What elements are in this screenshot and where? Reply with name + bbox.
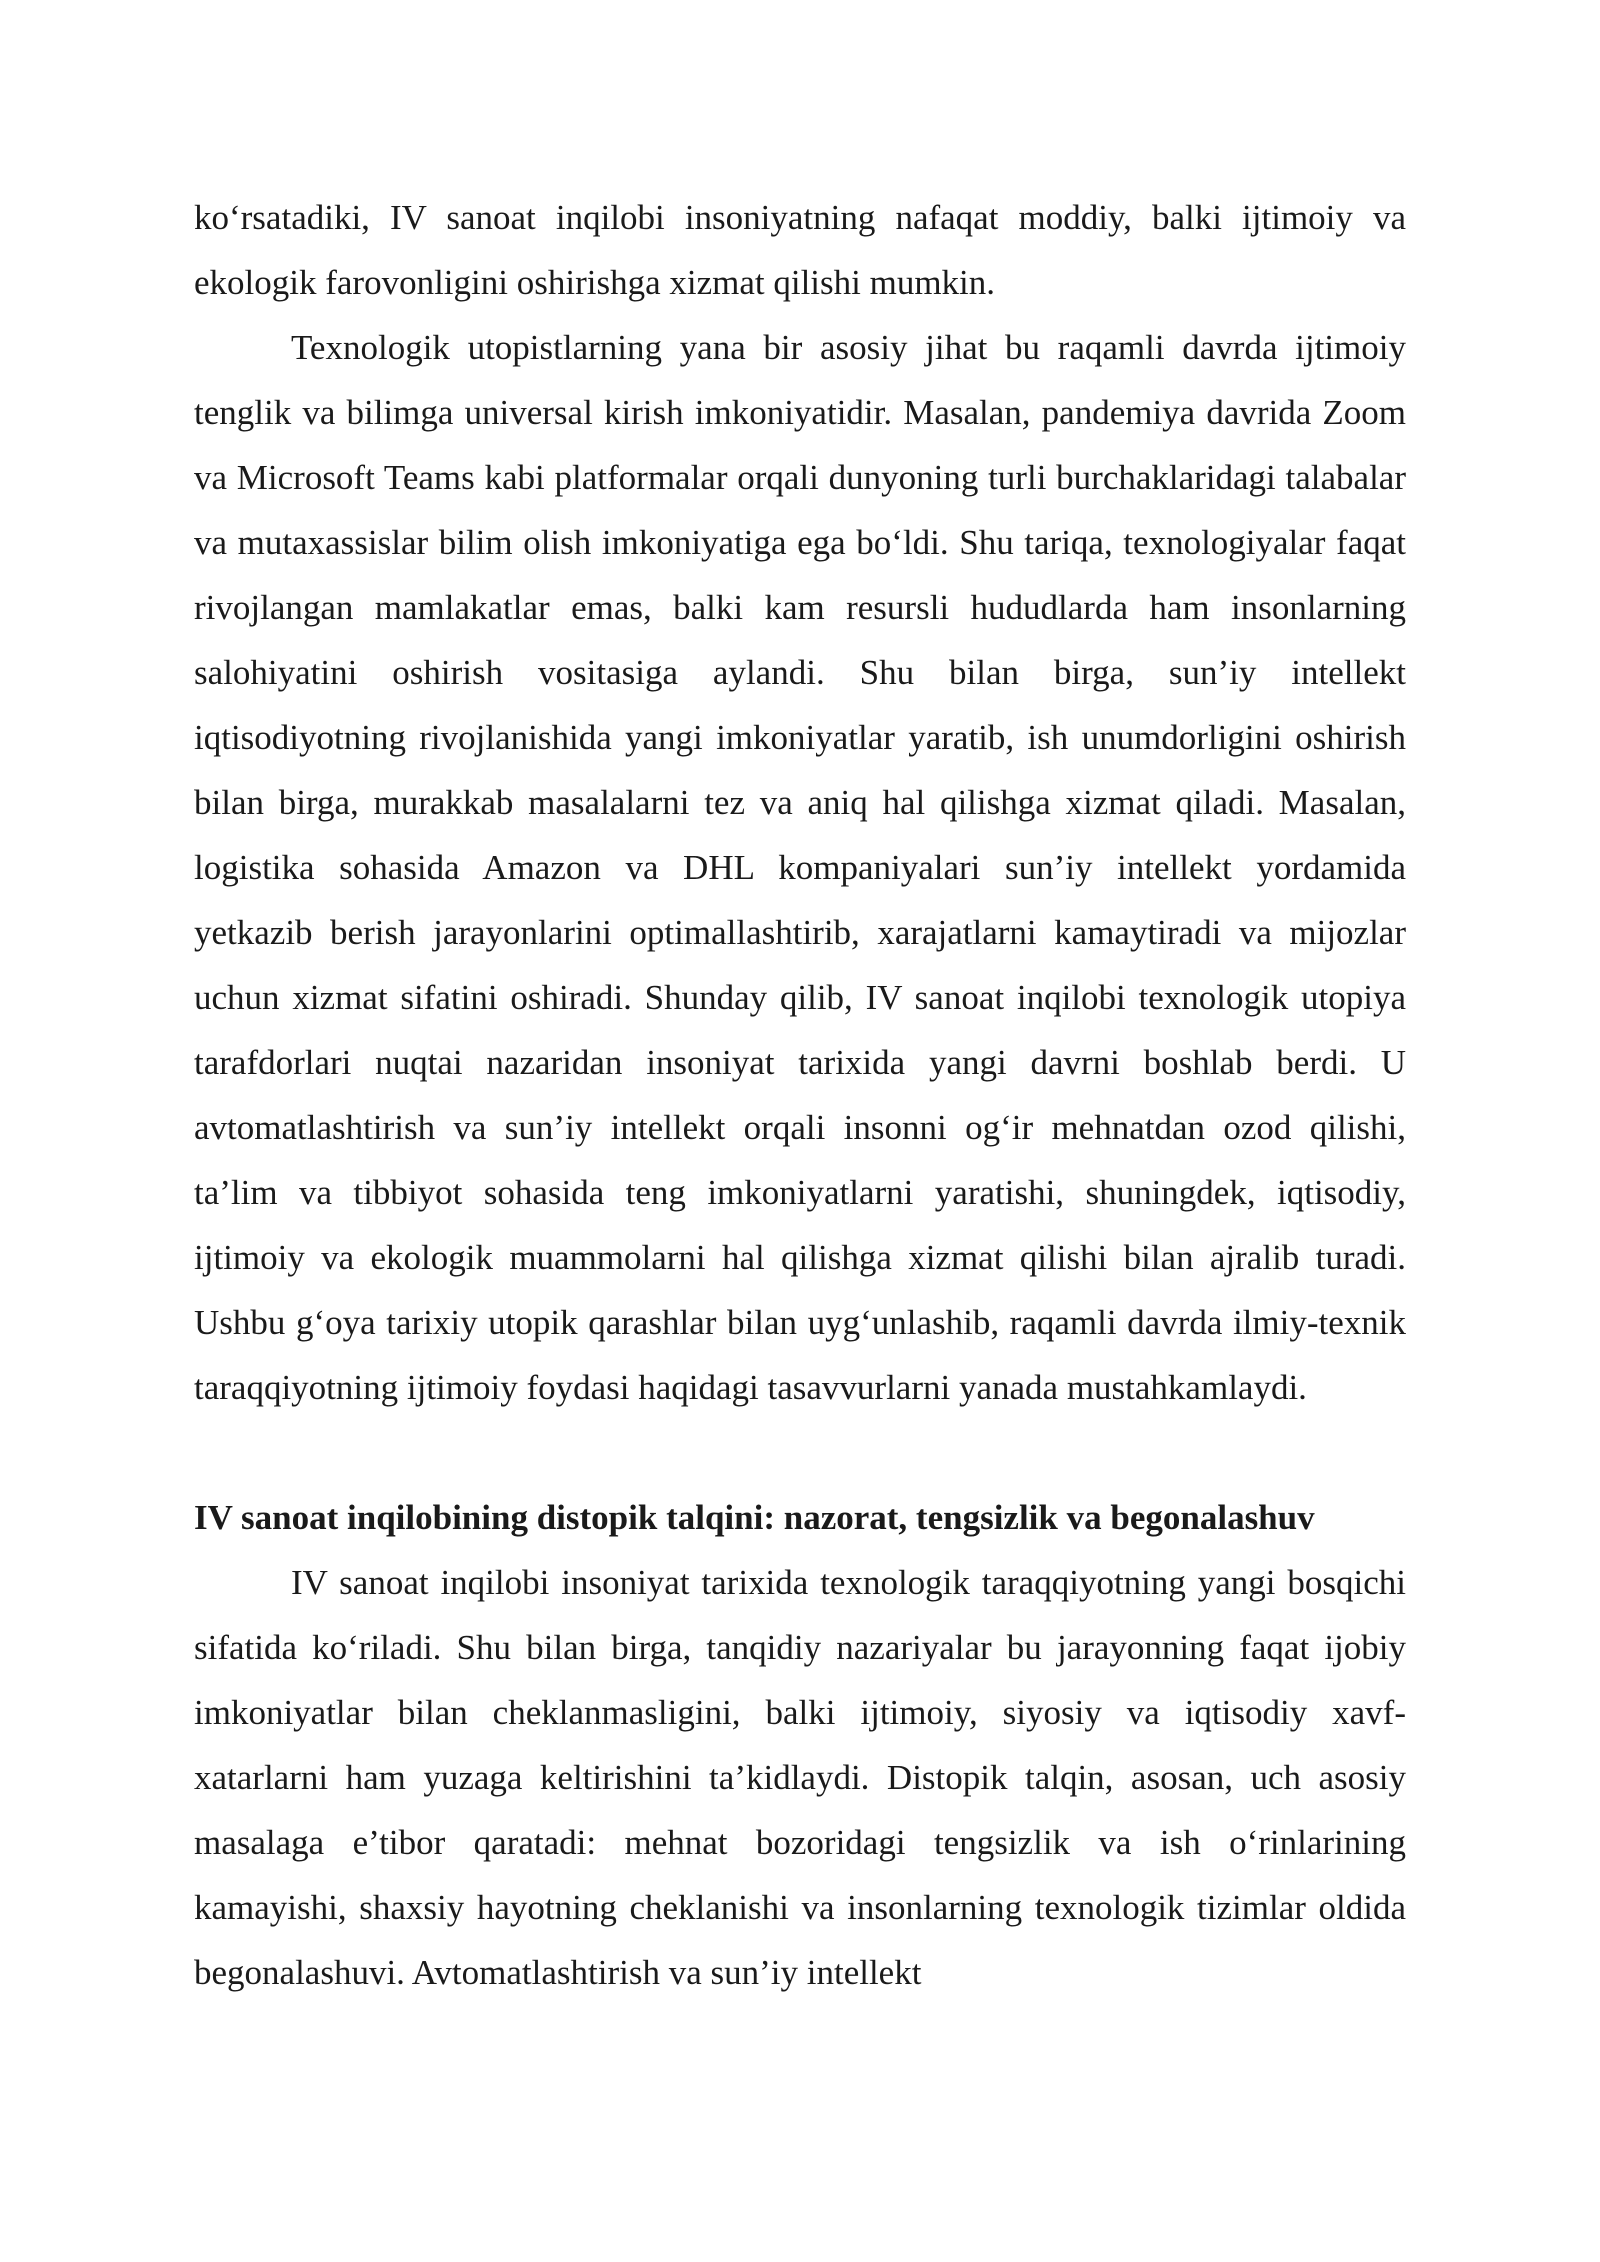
document-body bbox=[194, 185, 1406, 2005]
paragraph-continuation: ko‘rsatadiki, IV sanoat inqilobi insoniyatning nafaqat moddiy, balki ijtimoiy va ekologik farovonligini oshirishga xizmat qilishi mumkin. bbox=[194, 198, 1406, 302]
paragraph-utopia: Texnologik utopistlarning yana bir asosiy jihat bu raqamli davrda ijtimoiy tenglik va bilimga universal kirish imkoniyatidir. Masalan, pandemiya davrida Zoom va Microsoft Teams kabi platformalar orqali dunyoning turli burchaklaridagi talabalar va mutaxassislar bilim olish imkoniyatiga ega bo‘ldi. Shu tariqa, texnologiyalar faqat rivojlangan mamlakatlar emas, balki kam resursli hududlarda ham insonlarning salohiyatini oshirish vositasiga aylandi. Shu bilan birga, sun’iy intellekt iqtisodiyotning rivojlanishida yangi imkoniyatlar yaratib, ish unumdorligini oshirish bilan birga, murakkab masalalarni tez va aniq hal qilishga xizmat qiladi. Masalan, logistika sohasida Amazon va DHL kompaniyalari sun’iy intellekt yordamida yetkazib berish jarayonlarini optimallashtirib, xarajatlarni kamaytiradi va mijozlar uchun xizmat sifatini oshiradi. Shunday qilib, IV sanoat inqilobi texnologik utopiya tarafdorlari nuqtai nazaridan insoniyat tarixida yangi davrni boshlab berdi. U avtomatlashtirish va sun’iy intellekt orqali insonni og‘ir mehnatdan ozod qilishi, ta’lim va tibbiyot sohasida teng imkoniyatlarni yaratishi, shuningdek, iqtisodiy, ijtimoiy va ekologik muammolarni hal qilishga xizmat qilishi bilan ajralib turadi. Ushbu g‘oya tarixiy utopik qarashlar bilan uyg‘unlashib, raqamli davrda ilmiy-texnik taraqqiyotning ijtimoiy foydasi haqidagi tasavvurlarni yanada mustahkamlaydi. bbox=[194, 328, 1406, 1407]
paragraph-dystopia: IV sanoat inqilobi insoniyat tarixida texnologik taraqqiyotning yangi bosqichi sifatida ko‘riladi. Shu bilan birga, tanqidiy nazariyalar bu jarayonning faqat ijobiy imkoniyatlar bilan cheklanmasligini, balki ijtimoiy, siyosiy va iqtisodiy xavf-xatarlarni ham yuzaga keltirishini ta’kidlaydi. Distopik talqin, asosan, uch asosiy masalaga e’tibor qaratadi: mehnat bozoridagi tengsizlik va ish o‘rinlarining kamayishi, shaxsiy hayotning cheklanishi va insonlarning texnologik tizimlar oldida begonalashuvi. Avtomatlashtirish va sun’iy intellekt bbox=[194, 1563, 1406, 1992]
section-heading: IV sanoat inqilobining distopik talqini: nazorat, tengsizlik va begonalashuv bbox=[194, 1498, 1315, 1537]
